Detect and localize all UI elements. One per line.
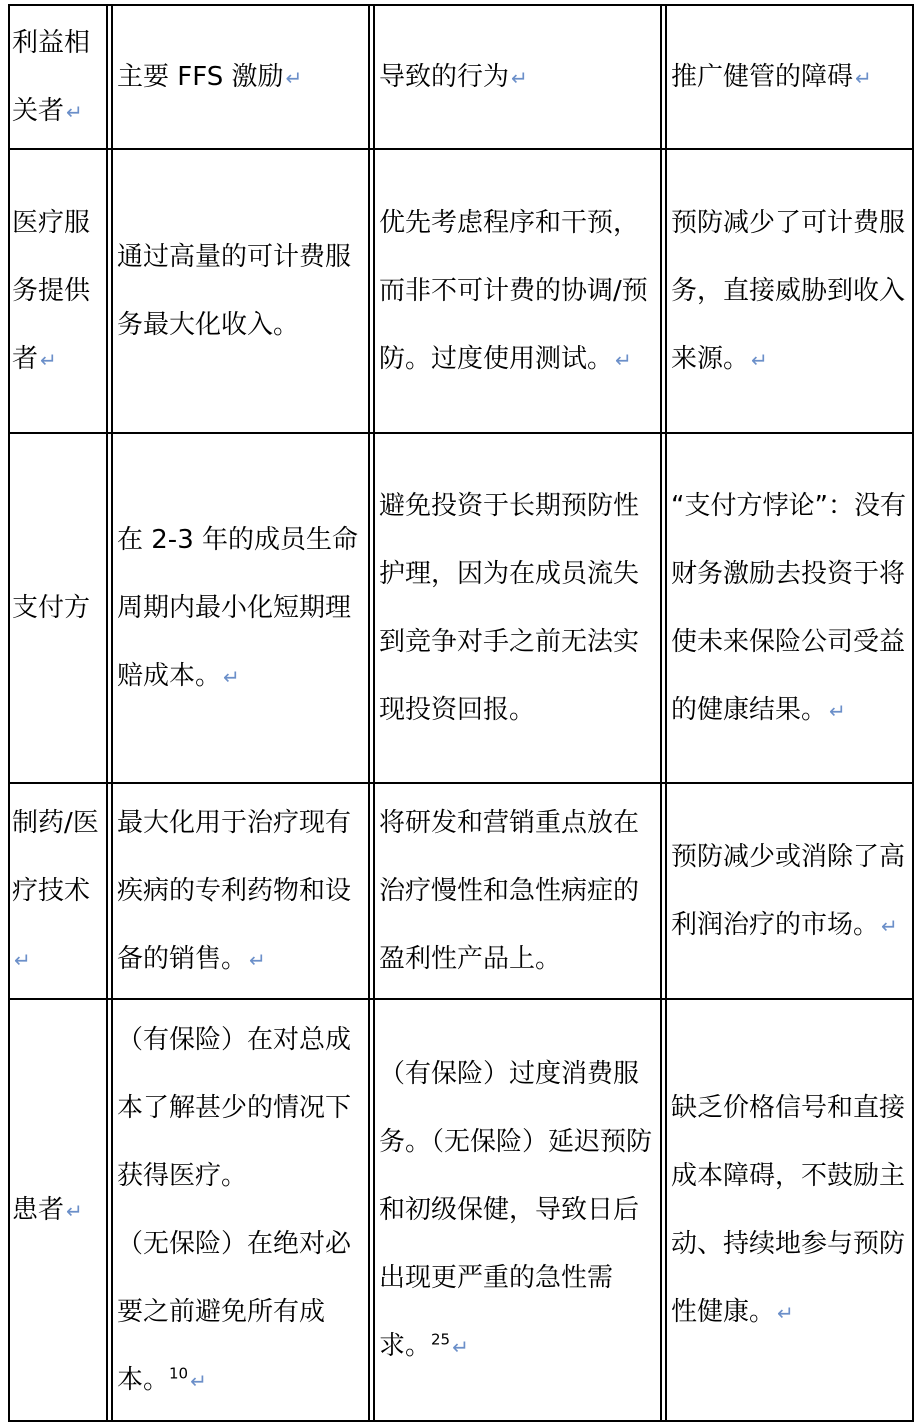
return-mark-icon: ↵: [829, 698, 846, 723]
cell-text: 医疗服务提供者: [12, 207, 91, 374]
column-divider: [660, 4, 662, 1422]
cell-text: 优先考虑程序和干预，而非不可计费的协调/预防。过度使用测试。: [379, 207, 648, 374]
cell-text: （有保险）过度消费服务。（无保险）延迟预防和初级保健，导致日后出现更严重的急性需求。: [379, 1058, 653, 1361]
cell-text: 通过高量的可计费服务最大化收入。: [117, 242, 352, 340]
return-mark-icon: ↵: [223, 664, 240, 689]
return-mark-icon: ↵: [615, 347, 632, 372]
table-row-1-barrier: [671, 150, 909, 432]
return-mark-icon: ↵: [249, 947, 266, 972]
table-row-3-incentive: [117, 784, 366, 998]
table-row-3-stakeholder: [12, 784, 104, 998]
table-row-4-barrier: [671, 1000, 909, 1420]
return-mark-icon: ↵: [511, 65, 528, 90]
return-mark-icon: ↵: [66, 99, 83, 124]
header-text: 导致的行为: [379, 61, 510, 92]
return-mark-icon: ↵: [40, 347, 57, 372]
table-border-right: [912, 4, 914, 1422]
return-mark-icon: ↵: [855, 65, 872, 90]
cell-text: 在 2-3 年的成员生命周期内最小化短期理赔成本。: [117, 524, 358, 691]
header-cell-incentive: [117, 6, 366, 148]
header-text: 主要 FFS 激励: [117, 61, 284, 92]
table-row-1-behavior: [379, 150, 658, 432]
column-divider: [111, 4, 113, 1422]
return-mark-icon: ↵: [14, 947, 31, 972]
cell-text: 患者: [12, 1194, 65, 1225]
cell-text: 制药/医疗技术: [12, 807, 99, 906]
footnote-ref: 25: [431, 1329, 451, 1348]
table-row-1-incentive: [117, 150, 366, 432]
table-row-2-incentive: [117, 434, 366, 782]
cell-text: 将研发和营销重点放在治疗慢性和急性病症的盈利性产品上。: [379, 808, 640, 974]
cell-text: 支付方: [12, 593, 91, 623]
table-border-left: [8, 4, 10, 1422]
cell-text: “支付方悖论”：没有财务激励去投资于将使未来保险公司受益的健康结果。: [671, 490, 906, 725]
cell-text: 最大化用于治疗现有疾病的专利药物和设备的销售。: [117, 807, 352, 974]
table-row-4-stakeholder: [12, 1000, 104, 1420]
return-mark-icon: ↵: [66, 1198, 83, 1223]
table-row-3-behavior: [379, 784, 658, 998]
column-divider: [106, 4, 108, 1422]
table-row-2-barrier: [671, 434, 909, 782]
return-mark-icon: ↵: [777, 1300, 794, 1325]
column-divider: [368, 4, 370, 1422]
return-mark-icon: ↵: [881, 913, 898, 938]
cell-text: 预防减少了可计费服务，直接威胁到收入来源。: [671, 207, 906, 374]
footnote-ref: 10: [169, 1363, 189, 1382]
cell-text: 避免投资于长期预防性护理，因为在成员流失到竞争对手之前无法实现投资回报。: [379, 491, 640, 725]
table-row-2-behavior: [379, 434, 658, 782]
column-divider: [373, 4, 375, 1422]
header-cell-behavior: [379, 6, 658, 148]
return-mark-icon: ↵: [751, 347, 768, 372]
column-divider: [665, 4, 667, 1422]
return-mark-icon: ↵: [285, 65, 303, 90]
table-row-4-incentive: [117, 1000, 366, 1420]
cell-text: 缺乏价格信号和直接成本障碍，不鼓励主动、持续地参与预防性健康。: [671, 1092, 906, 1327]
header-cell-stakeholder: [12, 6, 104, 148]
table-row-4-behavior: [379, 1000, 658, 1420]
header-text: 利益相关者: [12, 27, 91, 126]
header-cell-barrier: [671, 6, 909, 148]
table-row-2-stakeholder: [12, 434, 104, 782]
cell-text: （有保险）在对总成本了解甚少的情况下获得医疗。: [117, 1024, 352, 1191]
table-row-1-stakeholder: [12, 150, 104, 432]
row-divider: [8, 1420, 914, 1422]
return-mark-icon: ↵: [190, 1368, 207, 1393]
table-row-3-barrier: [671, 784, 909, 998]
cell-text: 预防减少或消除了高利润治疗的市场。: [671, 841, 906, 940]
return-mark-icon: ↵: [452, 1334, 469, 1359]
header-text: 推广健管的障碍: [671, 61, 854, 92]
cell-text: （无保险）在绝对必要之前避免所有成本。: [117, 1228, 352, 1395]
